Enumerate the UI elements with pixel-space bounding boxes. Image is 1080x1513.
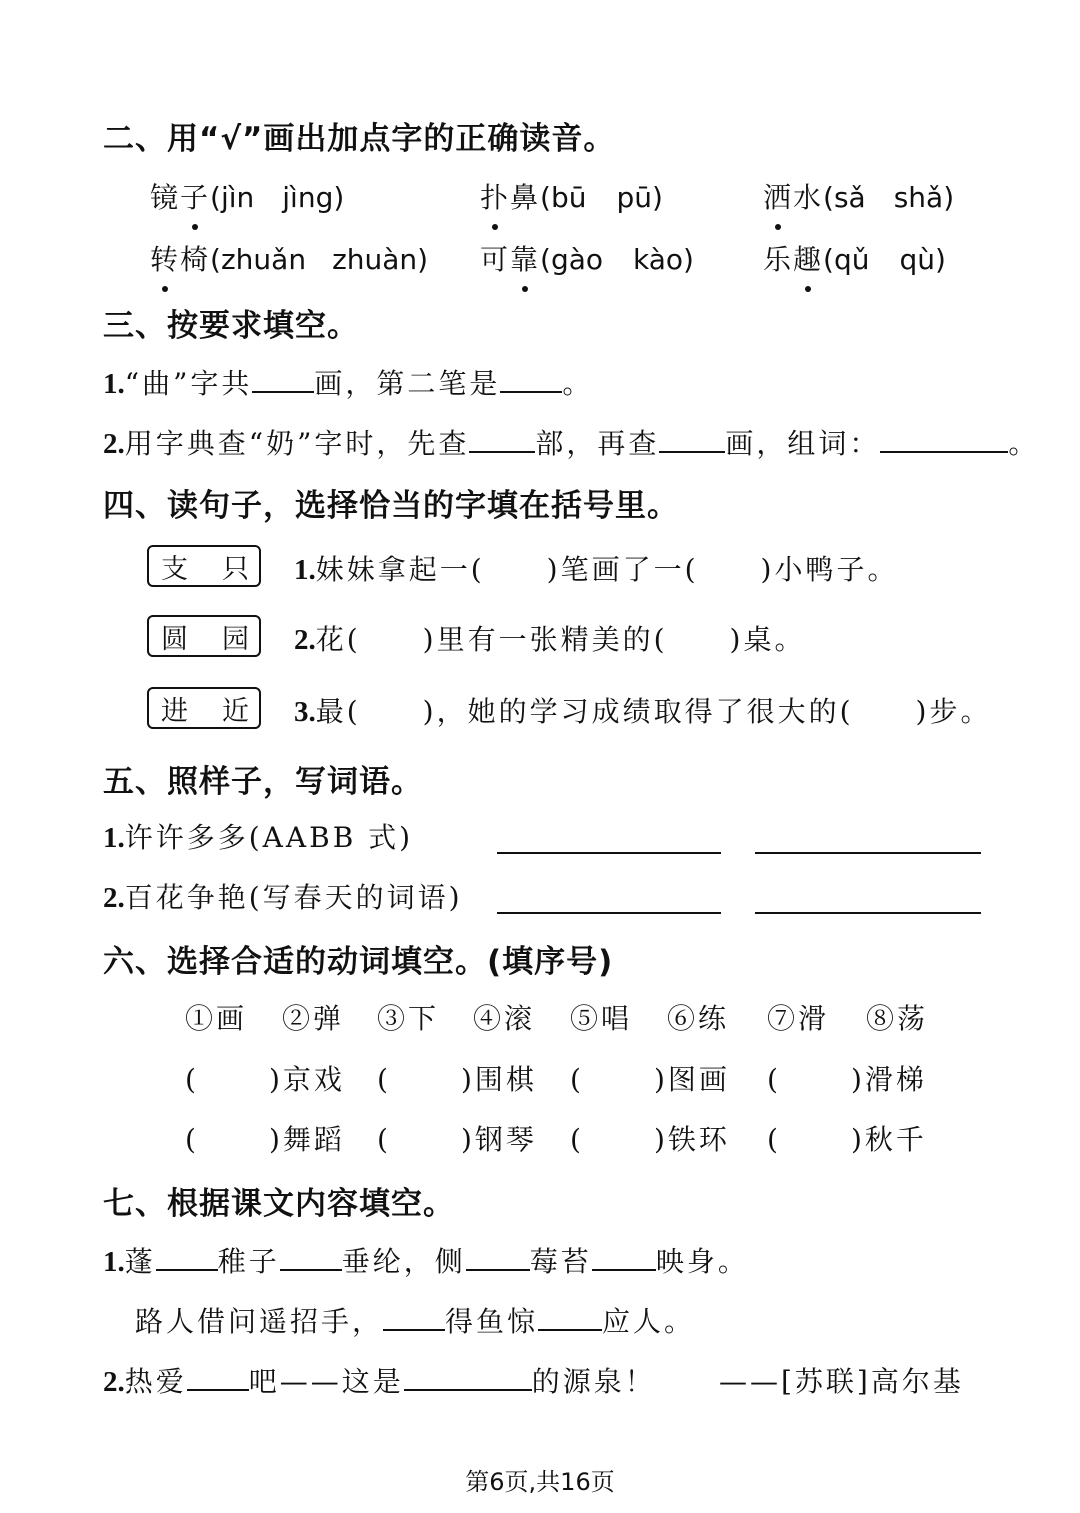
- pinyin-item-2: 扑鼻(bū pū): [480, 181, 663, 214]
- verb-option: ⑥练: [667, 1002, 730, 1035]
- pinyin-option-a[interactable]: jìn: [220, 181, 255, 214]
- s4-question-2: 2.花( )里有一张精美的( )桌。: [294, 623, 806, 656]
- pinyin-item-5: 可靠(gào kào): [480, 243, 694, 276]
- verb-option: ②弹: [282, 1002, 345, 1035]
- answer-line[interactable]: [755, 912, 981, 914]
- s4-question-3: 3.最( )，她的学习成绩取得了很大的( )步。: [294, 695, 992, 728]
- answer-blank[interactable]: [187, 1363, 249, 1391]
- section-3-heading: 三、按要求填空。: [103, 308, 359, 344]
- section-7-heading: 七、根据课文内容填空。: [103, 1186, 455, 1222]
- verb-option: ⑦滑: [767, 1002, 830, 1035]
- s7-question-1: 1.蓬 稚子 垂纶，侧 莓苔 映身。: [103, 1245, 749, 1278]
- answer-blank[interactable]: [252, 365, 314, 393]
- page-number: 第6页,共16页: [465, 1468, 615, 1496]
- answer-line[interactable]: [497, 912, 721, 914]
- verb-blank-item[interactable]: ( )铁环: [570, 1123, 730, 1156]
- pinyin-option-a[interactable]: bū: [550, 181, 587, 214]
- verb-option: ⑤唱: [570, 1002, 633, 1035]
- verb-option: ⑧荡: [866, 1002, 929, 1035]
- pinyin-option-b[interactable]: zhuàn: [332, 243, 418, 276]
- answer-blank[interactable]: [880, 425, 1008, 453]
- s5-question-2: 2.百花争艳(写春天的词语): [103, 881, 463, 914]
- s7-question-2: 2.热爱 吧——这是 的源泉！: [103, 1365, 656, 1398]
- char-choice-box: 进 近: [147, 687, 261, 729]
- answer-blank[interactable]: [404, 1363, 532, 1391]
- char-choice-box: 圆 园: [147, 615, 261, 657]
- section-6-heading: 六、选择合适的动词填空。(填序号): [103, 944, 614, 980]
- verb-blank-item[interactable]: ( )钢琴: [377, 1123, 537, 1156]
- answer-blank[interactable]: [500, 365, 562, 393]
- s7-question-1-line-2: 路人借问遥招手， 得鱼惊 应人。: [135, 1305, 696, 1338]
- dotted-char: 趣: [793, 243, 824, 276]
- answer-blank[interactable]: [538, 1303, 602, 1331]
- verb-option: ③下: [377, 1002, 440, 1035]
- verb-blank-item[interactable]: ( )围棋: [377, 1063, 537, 1096]
- pinyin-item-6: 乐趣(qǔ qù): [763, 243, 946, 276]
- pinyin-item-3: 洒水(sǎ shǎ): [763, 181, 955, 214]
- verb-blank-item[interactable]: ( )图画: [570, 1063, 730, 1096]
- verb-blank-item[interactable]: ( )舞蹈: [185, 1123, 345, 1156]
- section-2-heading: 二、用“√”画出加点字的正确读音。: [103, 121, 616, 157]
- pinyin-option-a[interactable]: sǎ: [833, 181, 866, 214]
- verb-option: ④滚: [473, 1002, 536, 1035]
- section-4-heading: 四、读句子，选择恰当的字填在括号里。: [103, 488, 679, 524]
- pinyin-option-b[interactable]: pū: [616, 181, 653, 214]
- pinyin-option-a[interactable]: qǔ: [833, 243, 870, 276]
- s3-question-2: 2.用字典查“奶”字时，先查 部，再查 画，组词： 。: [103, 427, 1040, 460]
- verb-blank-item[interactable]: ( )京戏: [185, 1063, 345, 1096]
- pinyin-option-b[interactable]: shǎ: [893, 181, 944, 214]
- dotted-char: 洒: [763, 181, 794, 214]
- verb-option: ①画: [185, 1002, 248, 1035]
- answer-blank[interactable]: [383, 1303, 445, 1331]
- answer-blank[interactable]: [469, 425, 535, 453]
- pinyin-item-4: 转椅(zhuǎn zhuàn): [150, 243, 429, 276]
- answer-blank[interactable]: [592, 1243, 656, 1271]
- answer-blank[interactable]: [466, 1243, 530, 1271]
- pinyin-option-a[interactable]: zhuǎn: [220, 243, 307, 276]
- dotted-char: 子: [180, 181, 211, 214]
- char-choice-box: 支 只: [147, 545, 261, 587]
- s5-question-1: 1.许许多多(AABB 式): [103, 821, 414, 854]
- section-5-heading: 五、照样子，写词语。: [103, 764, 423, 800]
- quote-attribution: ——[苏联]高尔基: [719, 1365, 964, 1398]
- pinyin-option-b[interactable]: jìng: [282, 181, 334, 214]
- verb-blank-item[interactable]: ( )滑梯: [767, 1063, 927, 1096]
- answer-blank[interactable]: [280, 1243, 342, 1271]
- dotted-char: 转: [150, 243, 181, 276]
- answer-blank[interactable]: [659, 425, 725, 453]
- answer-line[interactable]: [755, 852, 981, 854]
- pinyin-option-b[interactable]: kào: [633, 243, 684, 276]
- dotted-char: 扑: [480, 181, 511, 214]
- dotted-char: 靠: [510, 243, 541, 276]
- answer-line[interactable]: [497, 852, 721, 854]
- pinyin-option-a[interactable]: gào: [550, 243, 604, 276]
- pinyin-option-b[interactable]: qù: [899, 243, 936, 276]
- s4-question-1: 1.妹妹拿起一( )笔画了一( )小鸭子。: [294, 553, 899, 586]
- verb-blank-item[interactable]: ( )秋千: [767, 1123, 927, 1156]
- s3-question-1: 1.“曲”字共 画，第二笔是 。: [103, 367, 594, 400]
- pinyin-item-1: 镜子(jìn jìng): [150, 181, 345, 214]
- answer-blank[interactable]: [156, 1243, 218, 1271]
